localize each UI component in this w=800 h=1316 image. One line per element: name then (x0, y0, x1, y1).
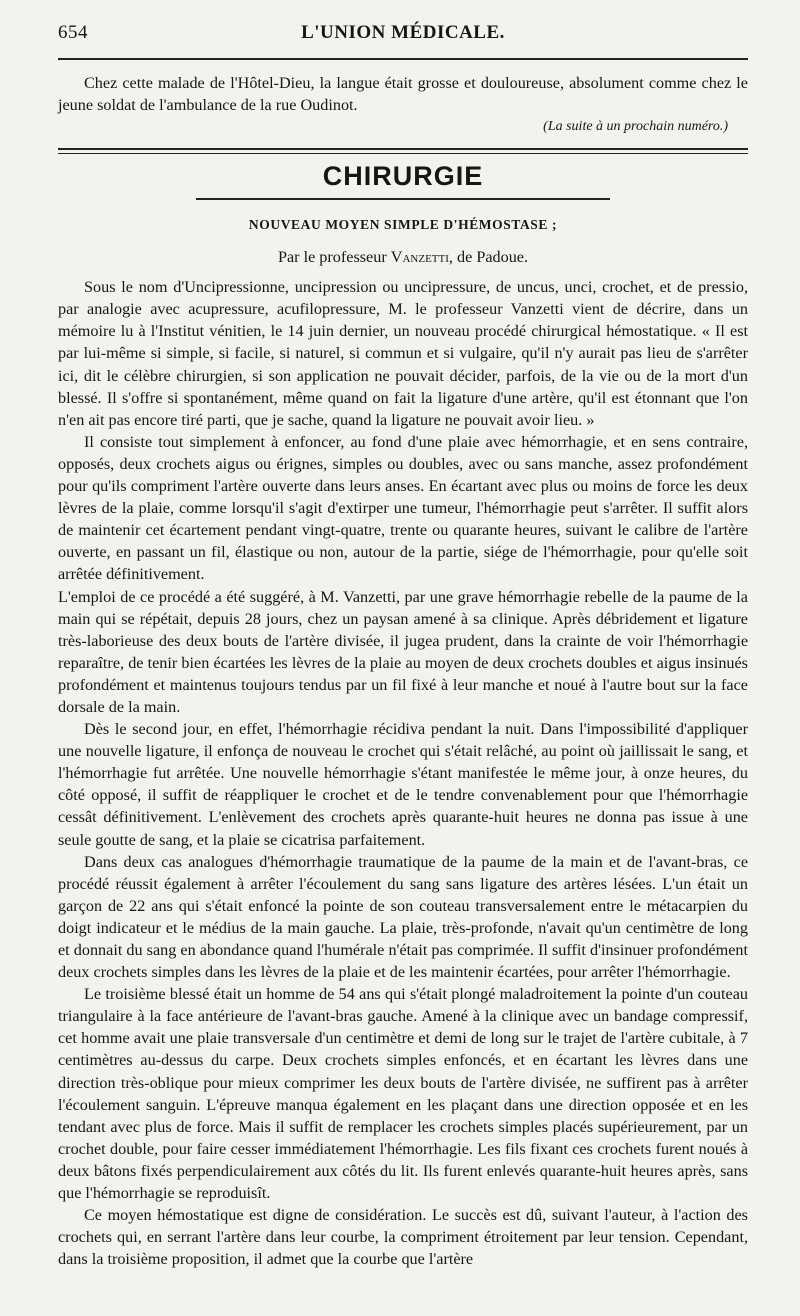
paragraph: Dès le second jour, en effet, l'hémorrhagie récidiva pendant la nuit. Dans l'impossibilité d'appliquer une nouvelle ligature, il enfonça de nouveau le crochet qui s'était relâché, au point où jaillissait le sang, et l'hémorrhagie fut arrêtée. Une nouvelle hémorrhagie s'étant manifestée le même jour, à onze heures, du côté opposé, il suffit de réappliquer le crochet et de le tendre convenablement pour que l'hémorrhagie cessât définitivement. L'enlèvement des crochets après quarante-huit heures ne donna pas issue à une seule goutte de sang, et la plaie se cicatrisa parfaitement. (58, 720, 748, 849)
paragraph: Il consiste tout simplement à enfoncer, au fond d'une plaie avec hémorrhagie, et en sens contraire, opposés, deux crochets aigus ou érignes, simples ou doubles, avec ou sans manche, assez profondément pour qu'ils compriment l'artère ouverte dans leurs anses. En écartant avec plus ou moins de force les deux lèvres de la plaie, comme lorsqu'il s'agit d'extirper une tumeur, l'hémorrhagie peut s'arrêter. Il suffit alors de maintenir cet écartement pendant vingt-quatre, trente ou quarante heures, suivant le calibre de l'artère ouverte, en passant un fil, élastique ou non, autour de la partie, siége de l'hémorrhagie, pour qu'elle soit arrêtée définitivement. (58, 432, 748, 584)
section-divider (58, 148, 748, 154)
byline-prefix: Par le professeur (277, 248, 387, 267)
paragraph: Sous le nom d'Uncipressionne, uncipression ou uncipressure, de uncus, unci, crochet, et de pressio, par analogie avec acupressure, acufilopressure, M. le professeur Vanzetti vient de décrire, dans un mémoire lu à l'Institut vénitien, le 14 juin dernier, un nouveau procédé chirurgical hémostatique. « Il est par lui-même si simple, si facile, si naturel, si commun et si vulgaire, qu'il n'y aurait pas lieu de s'arrêter ici, dit le célèbre chirurgien, si son application ne pouvait décider, parfois, de la vie ou de la mort d'un blessé. Il s'offre si spontanément, même quand on fait la ligature d'une artère, qu'il est étonnant que l'on n'en ait pas encore tiré parti, que je sache, quand la ligature ne pouvait avoir lieu. » (58, 278, 748, 429)
continued-note: (La suite à un prochain numéro.) (543, 119, 728, 135)
section-title: CHIRURGIE (322, 161, 484, 192)
journal-title: L'UNION MÉDICALE. (301, 22, 505, 43)
intro-paragraph: Chez cette malade de l'Hôtel-Dieu, la langue était grosse et douloureuse, absolument comme chez le jeune soldat de l'ambulance de la rue Oudinot. (58, 74, 748, 115)
section-title-rule (196, 198, 610, 200)
byline-suffix: , de Padoue. (448, 248, 529, 267)
paragraph: L'emploi de ce procédé a été suggéré, à M. Vanzetti, par une grave hémorrhagie rebelle de la paume de la main qui se répétait, depuis 28 jours, chez un paysan amené à sa clinique. Après débridement et ligature très-laborieuse des deux bouts de l'artère divisée, il jugea prudent, dans la crainte de voir l'hémorrhagie reparaître, de tenir bien écartées les lèvres de la plaie au moyen de deux crochets doubles et aigus insinués profondément et maintenus toujours tendus par un fil fixé à leur manche et noué à l'autre bout sur la face dorsale de la main. (58, 587, 748, 716)
running-head (58, 22, 748, 52)
paragraph: Le troisième blessé était un homme de 54 ans qui s'était plongé maladroitement la pointe d'un couteau triangulaire à la face antérieure de l'avant-bras gauche. Amené à la clinique avec un bandage compressif, cet homme avait une plaie transversale d'un centimètre et demi de long sur le trajet de l'artère cubitale, à 7 centimètres au-dessus du carpe. Deux crochets simples enfoncés, et en écartant les lèvres dans une direction très-oblique pour mieux comprimer les deux bouts de l'artère divisée, ne suffirent pas à arrêter l'écoulement sanguin. L'épreuve manqua également en les plaçant dans une direction opposée et en les tendant avec plus de force. Mais il suffit de remplacer les crochets simples placés supérieurement, par un crochet double, pour faire cesser immédiatement l'hémorrhagie. Les fils fixant ces crochets furent noués à deux bâtons fixés perpendiculairement aux côtés du lit. Ils furent enlevés quarante-huit heures après, sans que l'hémorrhagie se reproduisît. (58, 985, 748, 1203)
page-number: 654 (58, 22, 88, 43)
byline (58, 246, 748, 268)
article-title: NOUVEAU MOYEN SIMPLE D'HÉMOSTASE ; (248, 217, 558, 233)
paragraph: Dans deux cas analogues d'hémorrhagie traumatique de la paume de la main et de l'avant-bras, ce procédé réussit également à arrêter l'écoulement du sang sans ligature des artères lésées. L'un était un garçon de 22 ans qui s'était enfoncé la pointe de son couteau transversalement entre le métacarpien du doigt indicateur et le médius de la main gauche. La plaie, très-profonde, n'avait qu'un centimètre de long et donnait du sang en abondance quand l'humérale n'était pas comprimée. Il suffit d'insinuer profondément deux crochets simples dans les lèvres de la plaie et de les maintenir écartées, pour arrêter l'hémorrhagie. (58, 852, 748, 982)
article-body (58, 276, 748, 1270)
author-name: Vanzetti (390, 248, 449, 267)
header-rule (58, 58, 748, 60)
paragraph: Ce moyen hémostatique est digne de considération. Le succès est dû, suivant l'auteur, à l'action des crochets qui, en serrant l'artère dans leur courbe, la compriment étroitement par leur tension. Cependant, dans la troisième proposition, il admet que la courbe que l'artère (58, 1206, 748, 1269)
